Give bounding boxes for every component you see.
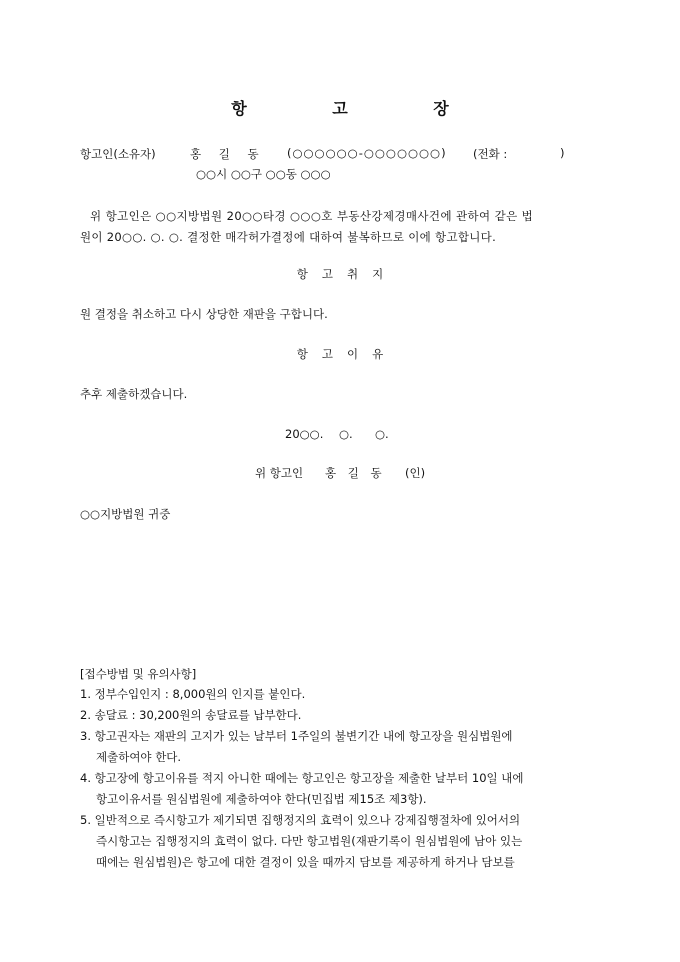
date-year: 20○○. <box>285 427 324 441</box>
reason-heading: 항고이유 <box>296 347 398 361</box>
note-item: 5. 일반적으로 즉시항고가 제기되면 집행정지의 효력이 있으나 강제집행절차에 있어서의 <box>80 813 521 827</box>
filing-date <box>285 427 389 441</box>
signature-prefix: 위 항고인 <box>255 466 304 480</box>
note-item: 2. 송달료 : 30,200원의 송달료를 납부한다. <box>80 708 302 722</box>
appellant-phone-close: ) <box>560 146 565 160</box>
court-addressee: ○○지방법원 귀중 <box>80 507 171 521</box>
signature-name: 홍 길 동 <box>325 466 382 480</box>
purpose-text: 원 결정을 취소하고 다시 상당한 재판을 구합니다. <box>80 307 328 321</box>
note-item-continued: 즉시항고는 집행정지의 효력이 없다. 다만 항고법원(재판기록이 원심법원에 남아 있는 <box>96 834 523 848</box>
note-item-continued: 항고이유서를 원심법원에 제출하여야 한다(민집법 제15조 제3항). <box>96 792 427 806</box>
note-item: 4. 항고장에 항고이유를 적지 아니한 때에는 항고인은 항고장을 제출한 날부터 10일 내에 <box>80 771 524 785</box>
document-title: 항 고 장 <box>231 99 489 118</box>
signature-seal: (인) <box>405 466 426 480</box>
purpose-heading: 항고취지 <box>296 267 398 281</box>
appellant-address: ○○시 ○○구 ○○동 ○○○ <box>196 167 331 181</box>
date-day: ○. <box>375 427 389 441</box>
reason-text: 추후 제출하겠습니다. <box>80 387 188 401</box>
note-item: 3. 항고권자는 재판의 고지가 있는 날부터 1주일의 불변기간 내에 항고장을 원심법원에 <box>80 729 513 743</box>
note-item: 1. 정부수입인지 : 8,000원의 인지를 붙인다. <box>80 687 306 701</box>
appellant-phone-label: (전화 : <box>473 147 508 161</box>
appellant-label: 항고인(소유자) <box>80 147 156 161</box>
body-paragraph-line: 위 항고인은 ○○지방법원 20○○타경 ○○○호 부동산강제경매사건에 관하여 같은 법 <box>90 209 534 223</box>
body-paragraph-line: 원이 20○○. ○. ○. 결정한 매각허가결정에 대하여 불복하므로 이에 항고합니다. <box>80 230 497 244</box>
date-month: ○. <box>339 427 353 441</box>
notes-heading: [접수방법 및 유의사항] <box>80 667 197 681</box>
note-item-continued: 제출하여야 한다. <box>96 750 182 764</box>
appellant-name: 홍 길 동 <box>190 147 259 161</box>
note-item-continued: 때에는 원심법원)은 항고에 대한 결정이 있을 때까지 담보를 제공하게 하거나 담보를 <box>96 855 515 869</box>
signature-line <box>255 465 425 481</box>
appellant-id-number: (○○○○○○-○○○○○○○) <box>287 146 447 160</box>
